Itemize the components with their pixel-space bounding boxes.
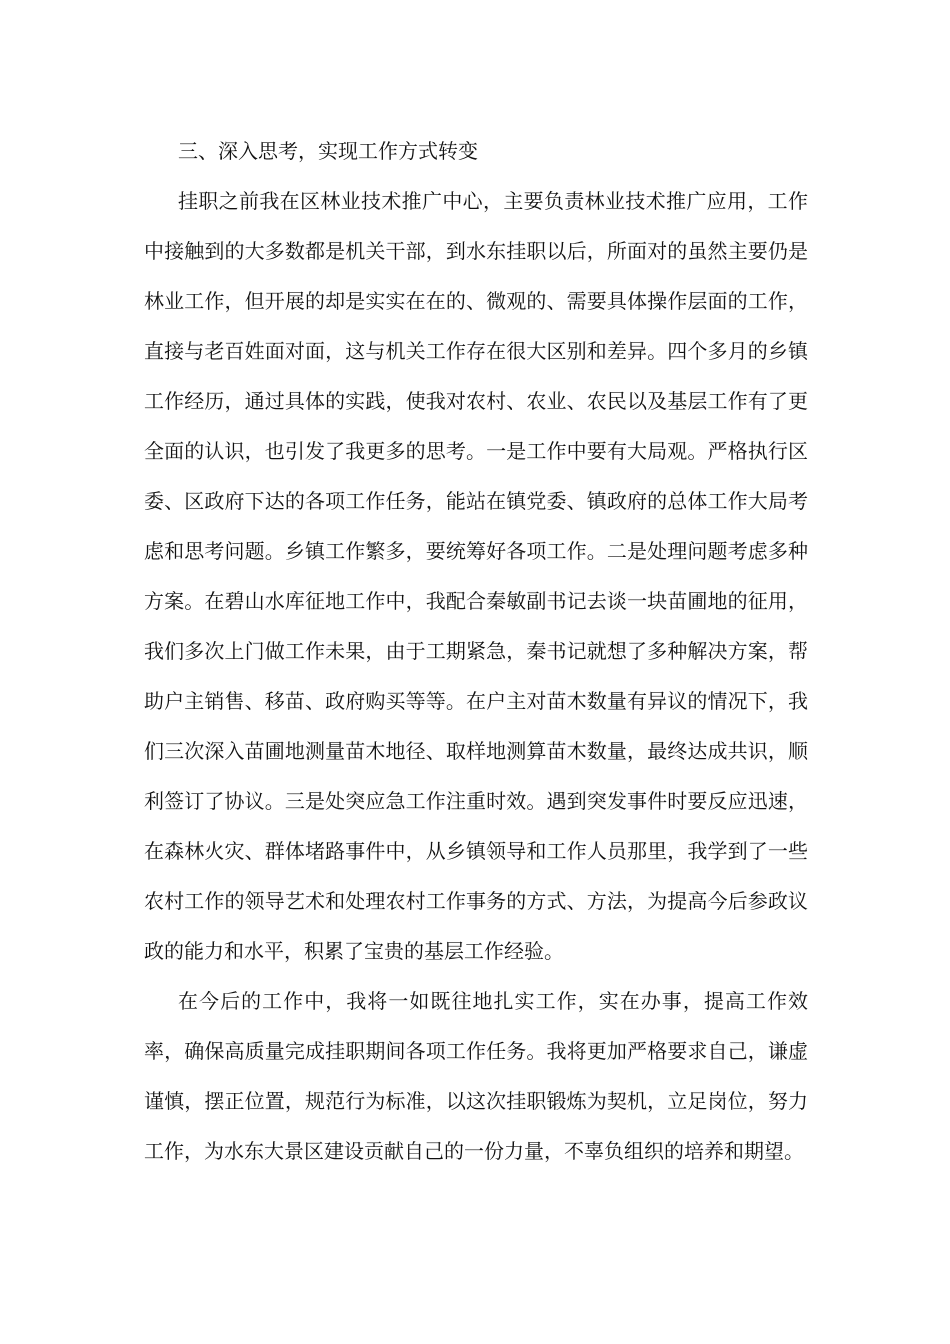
document-body xyxy=(144,126,808,1176)
body-paragraph-2: 在今后的工作中，我将一如既往地扎实工作，实在办事，提高工作效率，确保高质量完成挂职期间各项工作任务。我将更加严格要求自己，谦虚谨慎，摆正位置，规范行为标准，以这次挂职锻炼为契机，立足岗位，努力工作，为水东大景区建设贡献自己的一份力量，不辜负组织的培养和期望。 xyxy=(144,989,808,1163)
body-paragraph-1: 挂职之前我在区林业技术推广中心，主要负责林业技术推广应用，工作中接触到的大多数都是机关干部，到水东挂职以后，所面对的虽然主要仍是林业工作，但开展的却是实实在在的、微观的、需要具体操作层面的工作，直接与老百姓面对面，这与机关工作存在很大区别和差异。四个多月的乡镇工作经历，通过具体的实践，使我对农村、农业、农民以及基层工作有了更全面的认识，也引发了我更多的思考。一是工作中要有大局观。严格执行区委、区政府下达的各项工作任务，能站在镇党委、镇政府的总体工作大局考虑和思考问题。乡镇工作繁多，要统筹好各项工作。二是处理问题考虑多种方案。在碧山水库征地工作中，我配合秦敏副书记去谈一块苗圃地的征用，我们多次上门做工作未果，由于工期紧急，秦书记就想了多种解决方案，帮助户主销售、移苗、政府购买等等。在户主对苗木数量有异议的情况下，我们三次深入苗圃地测量苗木地径、取样地测算苗木数量，最终达成共识，顺利签订了协议。三是处突应急工作注重时效。遇到突发事件时要反应迅速，在森林火灾、群体堵路事件中，从乡镇领导和工作人员那里，我学到了一些农村工作的领导艺术和处理农村工作事务的方式、方法，为提高今后参政议政的能力和水平，积累了宝贵的基层工作经验。 xyxy=(144,189,808,963)
section-heading: 三、深入思考，实现工作方式转变 xyxy=(178,139,478,163)
